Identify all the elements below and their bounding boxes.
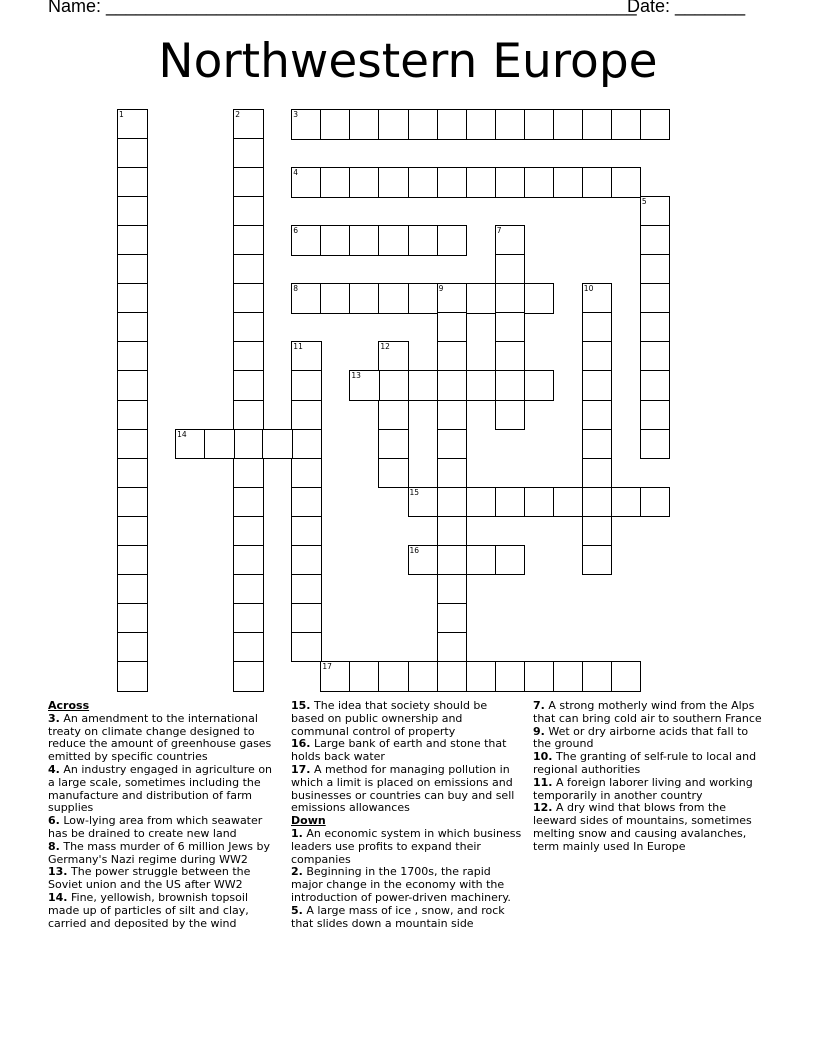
- across-clue: [291, 764, 523, 815]
- grid-cell[interactable]: [117, 603, 148, 634]
- grid-cell[interactable]: [291, 283, 322, 314]
- grid-cell[interactable]: [437, 487, 468, 518]
- grid-cell[interactable]: [495, 370, 526, 401]
- grid-cell[interactable]: [233, 109, 264, 140]
- grid-cell[interactable]: [466, 370, 497, 401]
- clue-column-3: [533, 700, 765, 854]
- clue-column-1: [48, 700, 280, 930]
- grid-cell[interactable]: [640, 370, 671, 401]
- grid-cell[interactable]: [466, 283, 497, 314]
- grid-cell[interactable]: [233, 370, 264, 401]
- grid-cell[interactable]: [553, 167, 584, 198]
- across-clue: [48, 815, 280, 841]
- grid-cell[interactable]: [117, 545, 148, 576]
- down-clue: [533, 802, 765, 853]
- across-clue: [48, 713, 280, 764]
- grid-cell[interactable]: [320, 167, 351, 198]
- grid-cell[interactable]: [233, 167, 264, 198]
- grid-cell[interactable]: [611, 167, 642, 198]
- grid-cell[interactable]: [408, 661, 439, 692]
- grid-cell[interactable]: [524, 487, 555, 518]
- grid-cell[interactable]: [437, 603, 468, 634]
- grid-cell[interactable]: [611, 661, 642, 692]
- grid-cell[interactable]: [262, 429, 293, 460]
- grid-cell[interactable]: [495, 487, 526, 518]
- grid-cell[interactable]: [233, 487, 264, 518]
- cell-number: 7: [496, 226, 502, 236]
- grid-cell[interactable]: [408, 109, 439, 140]
- grid-cell[interactable]: [233, 312, 264, 343]
- grid-cell[interactable]: [291, 225, 322, 256]
- grid-cell[interactable]: [495, 254, 526, 285]
- grid-cell[interactable]: [582, 283, 613, 314]
- grid-cell[interactable]: [611, 109, 642, 140]
- grid-cell[interactable]: [291, 603, 322, 634]
- grid-cell[interactable]: [349, 661, 380, 692]
- clue-number: 12.: [533, 801, 553, 815]
- grid-cell[interactable]: [320, 225, 351, 256]
- grid-cell[interactable]: [117, 196, 148, 227]
- grid-cell[interactable]: [437, 400, 468, 431]
- grid-cell[interactable]: [437, 574, 468, 605]
- grid-cell[interactable]: [611, 487, 642, 518]
- grid-cell[interactable]: [117, 312, 148, 343]
- grid-cell[interactable]: [117, 516, 148, 547]
- grid-cell[interactable]: [291, 341, 322, 372]
- grid-cell[interactable]: [524, 661, 555, 692]
- grid-cell[interactable]: [437, 167, 468, 198]
- clue-number: 8.: [48, 839, 60, 853]
- clue-number: 10.: [533, 750, 553, 764]
- grid-cell[interactable]: [378, 225, 409, 256]
- clue-number: 7.: [533, 699, 545, 712]
- cell-number: 3: [293, 110, 299, 119]
- clue-text: Low-lying area from which seawater has be drained to create new land: [48, 814, 263, 840]
- grid-cell[interactable]: [437, 283, 468, 314]
- grid-cell[interactable]: [233, 603, 264, 634]
- grid-cell[interactable]: [582, 109, 613, 140]
- grid-cell[interactable]: [378, 370, 409, 401]
- grid-cell[interactable]: [582, 341, 613, 372]
- cell-number: 17: [322, 662, 332, 671]
- grid-cell[interactable]: [291, 632, 322, 663]
- clue-number: 4.: [48, 762, 60, 776]
- clue-text: Fine, yellowish, brownish topsoil made up of particles of silt and clay, carried and deposited by the wind: [48, 890, 249, 930]
- grid-cell[interactable]: [117, 225, 148, 256]
- grid-cell[interactable]: [640, 341, 671, 372]
- grid-cell[interactable]: [117, 254, 148, 285]
- grid-cell[interactable]: [233, 516, 264, 547]
- cell-number: 15: [409, 487, 420, 497]
- grid-cell[interactable]: [233, 661, 264, 692]
- grid-cell[interactable]: [466, 167, 497, 198]
- across-clue: [48, 866, 280, 892]
- grid-cell[interactable]: [640, 312, 671, 343]
- grid-cell[interactable]: [204, 429, 235, 460]
- grid-cell[interactable]: [233, 283, 264, 314]
- grid-cell[interactable]: [582, 167, 613, 198]
- grid-cell[interactable]: [378, 341, 409, 372]
- grid-cell[interactable]: [437, 225, 468, 256]
- grid-cell[interactable]: [640, 196, 671, 227]
- grid-cell[interactable]: [437, 429, 468, 460]
- grid-cell[interactable]: [291, 429, 322, 460]
- grid-cell[interactable]: [117, 487, 148, 518]
- grid-cell[interactable]: [233, 341, 264, 372]
- grid-cell[interactable]: [117, 632, 148, 663]
- grid-cell[interactable]: [466, 109, 497, 140]
- clue-number: 1.: [291, 826, 303, 840]
- cell-number: 4: [293, 168, 299, 178]
- grid-cell[interactable]: [640, 487, 671, 518]
- grid-cell[interactable]: [291, 167, 322, 198]
- grid-cell[interactable]: [437, 370, 468, 401]
- clue-column-2: [291, 700, 523, 930]
- grid-cell[interactable]: [117, 429, 148, 460]
- across-clue: [291, 700, 523, 738]
- grid-cell[interactable]: [495, 225, 526, 256]
- grid-cell[interactable]: [408, 370, 439, 401]
- grid-cell[interactable]: [640, 225, 671, 256]
- grid-cell[interactable]: [553, 661, 584, 692]
- grid-cell[interactable]: [291, 458, 322, 489]
- down-clue: [533, 726, 765, 752]
- grid-cell[interactable]: [175, 429, 206, 460]
- grid-cell[interactable]: [320, 661, 351, 692]
- grid-cell[interactable]: [117, 574, 148, 605]
- grid-cell[interactable]: [291, 109, 322, 140]
- grid-cell[interactable]: [466, 661, 497, 692]
- grid-cell[interactable]: [437, 341, 468, 372]
- grid-cell[interactable]: [408, 487, 439, 518]
- grid-cell[interactable]: [408, 545, 439, 576]
- grid-cell[interactable]: [495, 341, 526, 372]
- grid-cell[interactable]: [117, 138, 148, 169]
- grid-cell[interactable]: [408, 225, 439, 256]
- grid-cell[interactable]: [291, 516, 322, 547]
- grid-cell[interactable]: [582, 458, 613, 489]
- grid-cell[interactable]: [117, 370, 148, 401]
- grid-cell[interactable]: [582, 516, 613, 547]
- cell-number: 12: [380, 342, 390, 352]
- clue-text: A large mass of ice , snow, and rock that slides down a mountain side: [291, 903, 505, 930]
- clue-text: An economic system in which business leaders use profits to expand their companies: [291, 826, 522, 866]
- grid-cell[interactable]: [582, 487, 613, 518]
- grid-cell[interactable]: [117, 458, 148, 489]
- clue-number: 13.: [48, 865, 68, 879]
- grid-cell[interactable]: [495, 283, 526, 314]
- grid-cell[interactable]: [495, 400, 526, 431]
- grid-cell[interactable]: [233, 458, 264, 489]
- grid-cell[interactable]: [582, 545, 613, 576]
- grid-cell[interactable]: [582, 429, 613, 460]
- cell-number: 14: [177, 429, 187, 439]
- clue-number: 9.: [533, 724, 545, 738]
- grid-cell[interactable]: [524, 167, 555, 198]
- grid-cell[interactable]: [117, 341, 148, 372]
- grid-cell[interactable]: [437, 312, 468, 343]
- cell-number: 6: [293, 226, 299, 236]
- grid-cell[interactable]: [291, 487, 322, 518]
- grid-cell[interactable]: [553, 109, 584, 140]
- grid-cell[interactable]: [233, 574, 264, 605]
- grid-cell[interactable]: [495, 545, 526, 576]
- grid-cell[interactable]: [640, 109, 671, 140]
- grid-cell[interactable]: [378, 167, 409, 198]
- grid-cell[interactable]: [437, 545, 468, 576]
- grid-cell[interactable]: [233, 545, 264, 576]
- grid-cell[interactable]: [320, 283, 351, 314]
- grid-cell[interactable]: [233, 254, 264, 285]
- across-heading: Across: [48, 699, 90, 712]
- clue-text: Beginning in the 1700s, the rapid major change in the economy with the introduction of power-driven machinery.: [291, 865, 511, 904]
- cell-number: 16: [409, 545, 420, 555]
- clue-text: An amendment to the international treaty on climate change designed to reduce the amount of greenhouse gases emitted by specific countries: [48, 711, 272, 764]
- cell-number: 9: [438, 284, 444, 294]
- grid-cell[interactable]: [495, 167, 526, 198]
- clue-text: The mass murder of 6 million Jews by Germany's Nazi regime during WW2: [48, 839, 270, 866]
- grid-cell[interactable]: [117, 167, 148, 198]
- clue-text: The idea that society should be based on public ownership and communal control of property: [291, 699, 488, 738]
- cell-number: 10: [583, 284, 594, 294]
- grid-cell[interactable]: [349, 225, 380, 256]
- grid-cell[interactable]: [117, 283, 148, 314]
- clue-text: A strong motherly wind from the Alps that can bring cold air to southern France: [533, 699, 762, 725]
- grid-cell[interactable]: [291, 400, 322, 431]
- grid-cell[interactable]: [233, 400, 264, 431]
- clue-number: 3.: [48, 711, 60, 725]
- grid-cell[interactable]: [582, 370, 613, 401]
- down-clue: [291, 866, 523, 904]
- clue-text: The granting of self-rule to local and regional authorities: [533, 750, 757, 776]
- across-clue: [291, 738, 523, 764]
- down-clue: [291, 905, 523, 931]
- cell-number: 2: [235, 110, 240, 119]
- grid-cell[interactable]: [408, 167, 439, 198]
- clue-text: Large bank of earth and stone that holds back water: [291, 737, 507, 764]
- grid-cell[interactable]: [640, 254, 671, 285]
- down-clue: [533, 777, 765, 803]
- grid-cell[interactable]: [378, 429, 409, 460]
- clue-text: A foreign laborer living and working temporarily in another country: [533, 775, 753, 802]
- clue-number: 11.: [533, 775, 553, 789]
- grid-cell[interactable]: [524, 283, 555, 314]
- across-clue: [48, 892, 280, 930]
- grid-cell[interactable]: [553, 487, 584, 518]
- down-clue: [533, 700, 765, 726]
- grid-cell[interactable]: [495, 312, 526, 343]
- grid-cell[interactable]: [117, 400, 148, 431]
- clue-text: An industry engaged in agriculture on a large scale, sometimes including the manufacture and distribution of farm supplies: [48, 762, 273, 815]
- clue-number: 14.: [48, 890, 68, 904]
- grid-cell[interactable]: [437, 458, 468, 489]
- grid-cell[interactable]: [582, 400, 613, 431]
- grid-cell[interactable]: [233, 632, 264, 663]
- clue-number: 17.: [291, 762, 311, 776]
- clue-text: Wet or dry airborne acids that fall to the ground: [533, 724, 749, 751]
- grid-cell[interactable]: [640, 429, 671, 460]
- grid-cell[interactable]: [495, 109, 526, 140]
- grid-cell[interactable]: [437, 661, 468, 692]
- down-heading: Down: [291, 814, 326, 828]
- puzzle-title: Northwestern Europe: [158, 34, 658, 89]
- grid-cell[interactable]: [524, 370, 555, 401]
- grid-cell[interactable]: [378, 400, 409, 431]
- grid-cell[interactable]: [437, 109, 468, 140]
- date-field[interactable]: Date: _______: [627, 0, 746, 16]
- grid-cell[interactable]: [349, 167, 380, 198]
- cell-number: 13: [351, 371, 361, 381]
- grid-cell[interactable]: [378, 458, 409, 489]
- grid-cell[interactable]: [291, 370, 322, 401]
- cell-number: 11: [293, 342, 303, 352]
- clue-number: 15.: [291, 699, 311, 712]
- down-clue: [291, 828, 523, 866]
- grid-cell[interactable]: [640, 283, 671, 314]
- grid-cell[interactable]: [291, 574, 322, 605]
- cell-number: 8: [293, 284, 299, 294]
- name-field[interactable]: Name: _____________________________________________________: [48, 0, 637, 16]
- across-clue: [48, 841, 280, 867]
- grid-cell[interactable]: [437, 516, 468, 547]
- grid-cell[interactable]: [233, 196, 264, 227]
- clue-text: The power struggle between the Soviet union and the US after WW2: [48, 865, 251, 892]
- grid-cell[interactable]: [495, 661, 526, 692]
- grid-cell[interactable]: [117, 661, 148, 692]
- grid-cell[interactable]: [378, 109, 409, 140]
- grid-cell[interactable]: [233, 429, 264, 460]
- clue-number: 2.: [291, 865, 303, 879]
- down-clue: [533, 751, 765, 777]
- grid-cell[interactable]: [466, 545, 497, 576]
- grid-cell[interactable]: [466, 487, 497, 518]
- clue-text: A method for managing pollution in which a limit is placed on emissions and businesses or countries can buy and sell emissions allowances: [291, 762, 515, 815]
- grid-cell[interactable]: [582, 312, 613, 343]
- grid-cell[interactable]: [320, 109, 351, 140]
- grid-cell[interactable]: [349, 109, 380, 140]
- grid-cell[interactable]: [524, 109, 555, 140]
- grid-cell[interactable]: [233, 225, 264, 256]
- across-clue: [48, 764, 280, 815]
- clue-text: A dry wind that blows from the leeward sides of mountains, sometimes melting snow and causing avalanches, term mainly used In Europe: [533, 801, 752, 853]
- grid-cell[interactable]: [408, 283, 439, 314]
- grid-cell[interactable]: [640, 400, 671, 431]
- grid-cell[interactable]: [378, 661, 409, 692]
- clue-number: 5.: [291, 903, 303, 917]
- grid-cell[interactable]: [378, 283, 409, 314]
- grid-cell[interactable]: [291, 545, 322, 576]
- grid-cell[interactable]: [233, 138, 264, 169]
- grid-cell[interactable]: [349, 370, 380, 401]
- clue-number: 6.: [48, 814, 60, 828]
- cell-number: 1: [119, 110, 124, 119]
- clue-number: 16.: [291, 737, 311, 751]
- grid-cell[interactable]: [582, 661, 613, 692]
- grid-cell[interactable]: [117, 109, 148, 140]
- grid-cell[interactable]: [349, 283, 380, 314]
- grid-cell[interactable]: [437, 632, 468, 663]
- cell-number: 5: [641, 197, 647, 207]
